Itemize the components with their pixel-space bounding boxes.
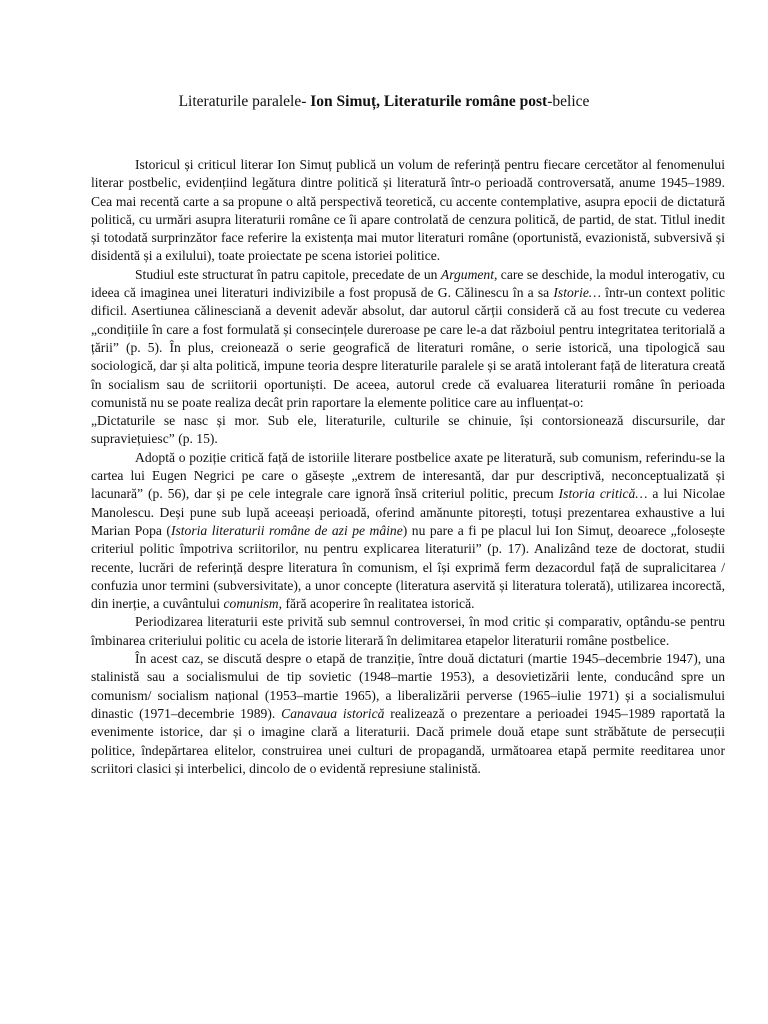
- italic-text: Istorie…: [553, 285, 601, 301]
- paragraph: [91, 449, 725, 614]
- italic-text: comunism: [223, 596, 279, 612]
- text-run: realizează o prezentare a perioadei 1945–1989 raportată la evenimente istorice, dar și o imagine clară a literaturii. Dacă primele două etape sunt străbătute de persecuții politice, îndepărtarea elitelor, construirea unei culturi de propagandă, următoarea etapă permite reeditarea unor scriitori clasici și interbelici, dincolo de o evidentă represiune stalinistă.: [91, 705, 725, 776]
- document-title: [0, 92, 768, 112]
- text-run: a lui Nicolae Manolescu. Deși pune sub lupă aceeași perioadă, oferind amănunte pitorești, totuși prezentarea exhaustive a lui Marian Popa (: [91, 486, 725, 538]
- text-run: , fără acoperire în realitatea istorică.: [278, 596, 475, 612]
- italic-text: Argument: [440, 266, 494, 282]
- text-run: În acest caz, se discută despre o etapă de tranziție, între două dictaturi (martie 1945–decembrie 1947), una stalinistă sau a socialismului de tip sovietic (1948–martie 1953), a desovietizării lente, conducând spre un comunism/ socialism național (1953–martie 1965), a liberalizării perverse (1965–iulie 1971) și a socialismului dinastic (1971–decembrie 1989).: [91, 651, 725, 721]
- title-prefix: Literaturile paralele-: [178, 93, 311, 110]
- paragraph: [91, 266, 725, 412]
- text-run: ) nu pare a fi pe placul lui Ion Simuț, deoarece „folosește criteriul politic împotriva scriitorilor, nu pentru explicarea literaturii” (p. 17). Analizând teze de doctorat, studii recente, lucrări de referință despre literatura în comunism, el își exprimă ferm dezacordul față de supralicitarea / confuzia unor termini (subversivitate), a unor concepte (literatura aservită și literatura tolerată), utilizarea incorectă, din inerție, a cuvântului: [91, 522, 725, 612]
- text-run: Istoricul și criticul literar Ion Simuț publică un volum de referință pentru fiecare cercetător al fenomenului literar postbelic, evidențiind legătura dintre politică și literatură într-o perioadă controversată, anume 1945–1989. Cea mai recentă carte a sa propune o altă perspectivă teoretică, cu accente contemplative, asupra epocii de dictatură politică, cu urmări asupra literaturii române ce îi apare controlată de cenzura politică, de partid, de stat. Titlul inedit și totodată surprinzător face referire la existența mai mutor literaturi române (oportunistă, evazionistă, subversivă și disidentă și a exilului), toate proiectate pe scena istoriei politice.: [91, 157, 725, 264]
- italic-text: Canavaua istorică: [281, 705, 385, 721]
- italic-text: Istoria literaturii române de azi pe mâine: [170, 522, 403, 538]
- text-run: , care se deschide, la modul interogativ, cu ideea că imaginea unei literaturi indivizibile a fost propusă de G. Călinescu în a sa: [91, 266, 725, 301]
- document-body: [91, 156, 725, 778]
- paragraph: [91, 156, 725, 266]
- paragraph: [91, 613, 725, 650]
- title-suffix: -belice: [547, 93, 590, 110]
- text-run: Studiul este structurat în patru capitole, precedate de un: [135, 266, 441, 282]
- italic-text: Istoria critică…: [558, 486, 648, 502]
- title-bold: Ion Simuț, Literaturile române post: [310, 93, 548, 110]
- text-run: „Dictaturile se nasc și mor. Sub ele, literaturile, culturile se chinuie, își contorsionează discursurile, dar supraviețuiesc” (p. 15).: [91, 413, 725, 447]
- text-run: într-un context politic dificil. Asertiunea călinesciană a devenit adevăr absolut, dar autorul cărții consideră că au fost trecute cu vederea „condițiile în care a fost formulată și consecințele dureroase pe care le-a dat războiul pentru integritatea teritorială a țării” (p. 5). În plus, creionează o serie geografică de literaturi române, o serie istorică, una tipologică sau sociologică, dar și alta politică, impune teoria despre literaturile paralele și se arată intolerant față de literatura creată în socialism sau de scriitorii oportuniști. De aceea, autorul crede că evaluarea literaturii române în perioada comunistă nu se poate realiza decât prin raportare la elemente politice care au influențat-o:: [91, 285, 725, 410]
- text-run: Periodizarea literaturii este privită sub semnul controversei, în mod critic și comparativ, optându-se pentru îmbinarea criteriului politic cu acela de istorie literară în delimitarea etapelor literaturii române postbelice.: [91, 614, 725, 648]
- paragraph: [91, 650, 725, 778]
- text-run: Adoptă o poziție critică față de istoriile literare postbelice axate pe literatură, sub comunism, referindu-se la cartea lui Eugen Negrici pe care o găsește „extrem de interesantă, dar pur descriptivă, neconceptualizată și lacunară” (p. 56), dar și pe cele integrale care ignoră însă criteriul politic, precum: [91, 449, 725, 502]
- block-quote: [91, 412, 725, 449]
